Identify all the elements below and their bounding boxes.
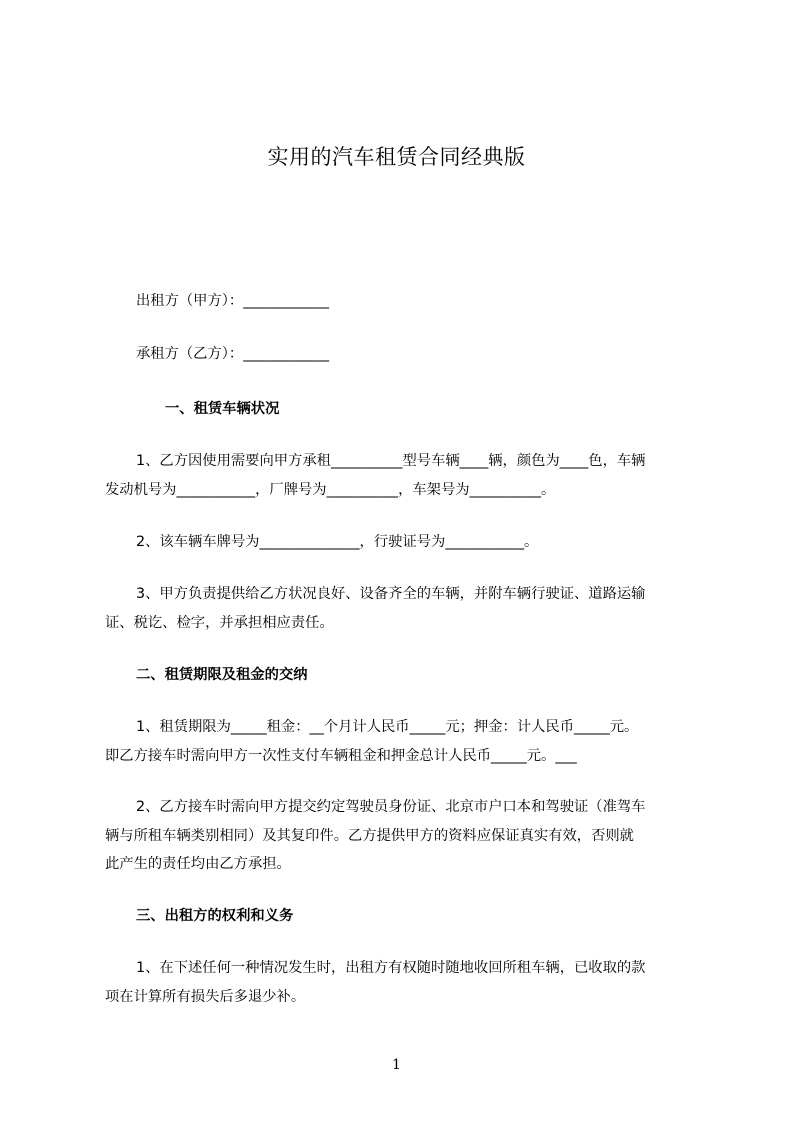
section1-clause3-line1: 3、甲方负责提供给乙方状况良好、设备齐全的车辆，并附车辆行驶证、道路运输 [136, 586, 646, 602]
section1-clause2: 2、该车辆车牌号为______________，行驶证号为___________。 [136, 534, 539, 550]
section1-clause1-line2: 发动机号为___________，厂牌号为__________，车架号为__________。 [105, 482, 556, 498]
section2-clause1-line1: 1、租赁期限为_____租金：__个月计人民币_____元；押金：计人民币_____元。 [136, 719, 639, 735]
section1-clause3-line2: 证、税讫、检字，并承担相应责任。 [105, 615, 334, 631]
section3-clause1-line1: 1、在下述任何一种情况发生时，出租方有权随时随地收回所租车辆，已收取的款 [136, 960, 646, 976]
document-title: 实用的汽车租赁合同经典版 [267, 145, 526, 169]
section3-clause1-line2: 项在计算所有损失后多退少补。 [105, 989, 306, 1005]
section-heading-1: 一、租赁车辆状况 [165, 401, 280, 417]
section2-clause2-line2: 辆与所租车辆类别相同）及其复印件。乙方提供甲方的资料应保证真实有效，否则就 [105, 828, 634, 844]
page-number: 1 [392, 1057, 401, 1073]
section2-clause2-line3: 此产生的责任均由乙方承担。 [105, 856, 291, 872]
section2-clause1-line2: 即乙方接车时需向甲方一次性支付车辆租金和押金总计人民币_____元。___ [105, 748, 577, 764]
section-heading-3: 三、出租方的权利和义务 [136, 908, 294, 924]
party-b-line: 承租方（乙方）：____________ [136, 346, 330, 362]
section1-clause1-line1: 1、乙方因使用需要向甲方承租__________型号车辆____辆，颜色为____色，车辆 [136, 453, 646, 469]
section-heading-2: 二、租赁期限及租金的交纳 [136, 667, 308, 683]
party-a-line: 出租方（甲方）：____________ [136, 293, 330, 309]
section2-clause2-line1: 2、乙方接车时需向甲方提交约定驾驶员身份证、北京市户口本和驾驶证（准驾车 [136, 799, 646, 815]
